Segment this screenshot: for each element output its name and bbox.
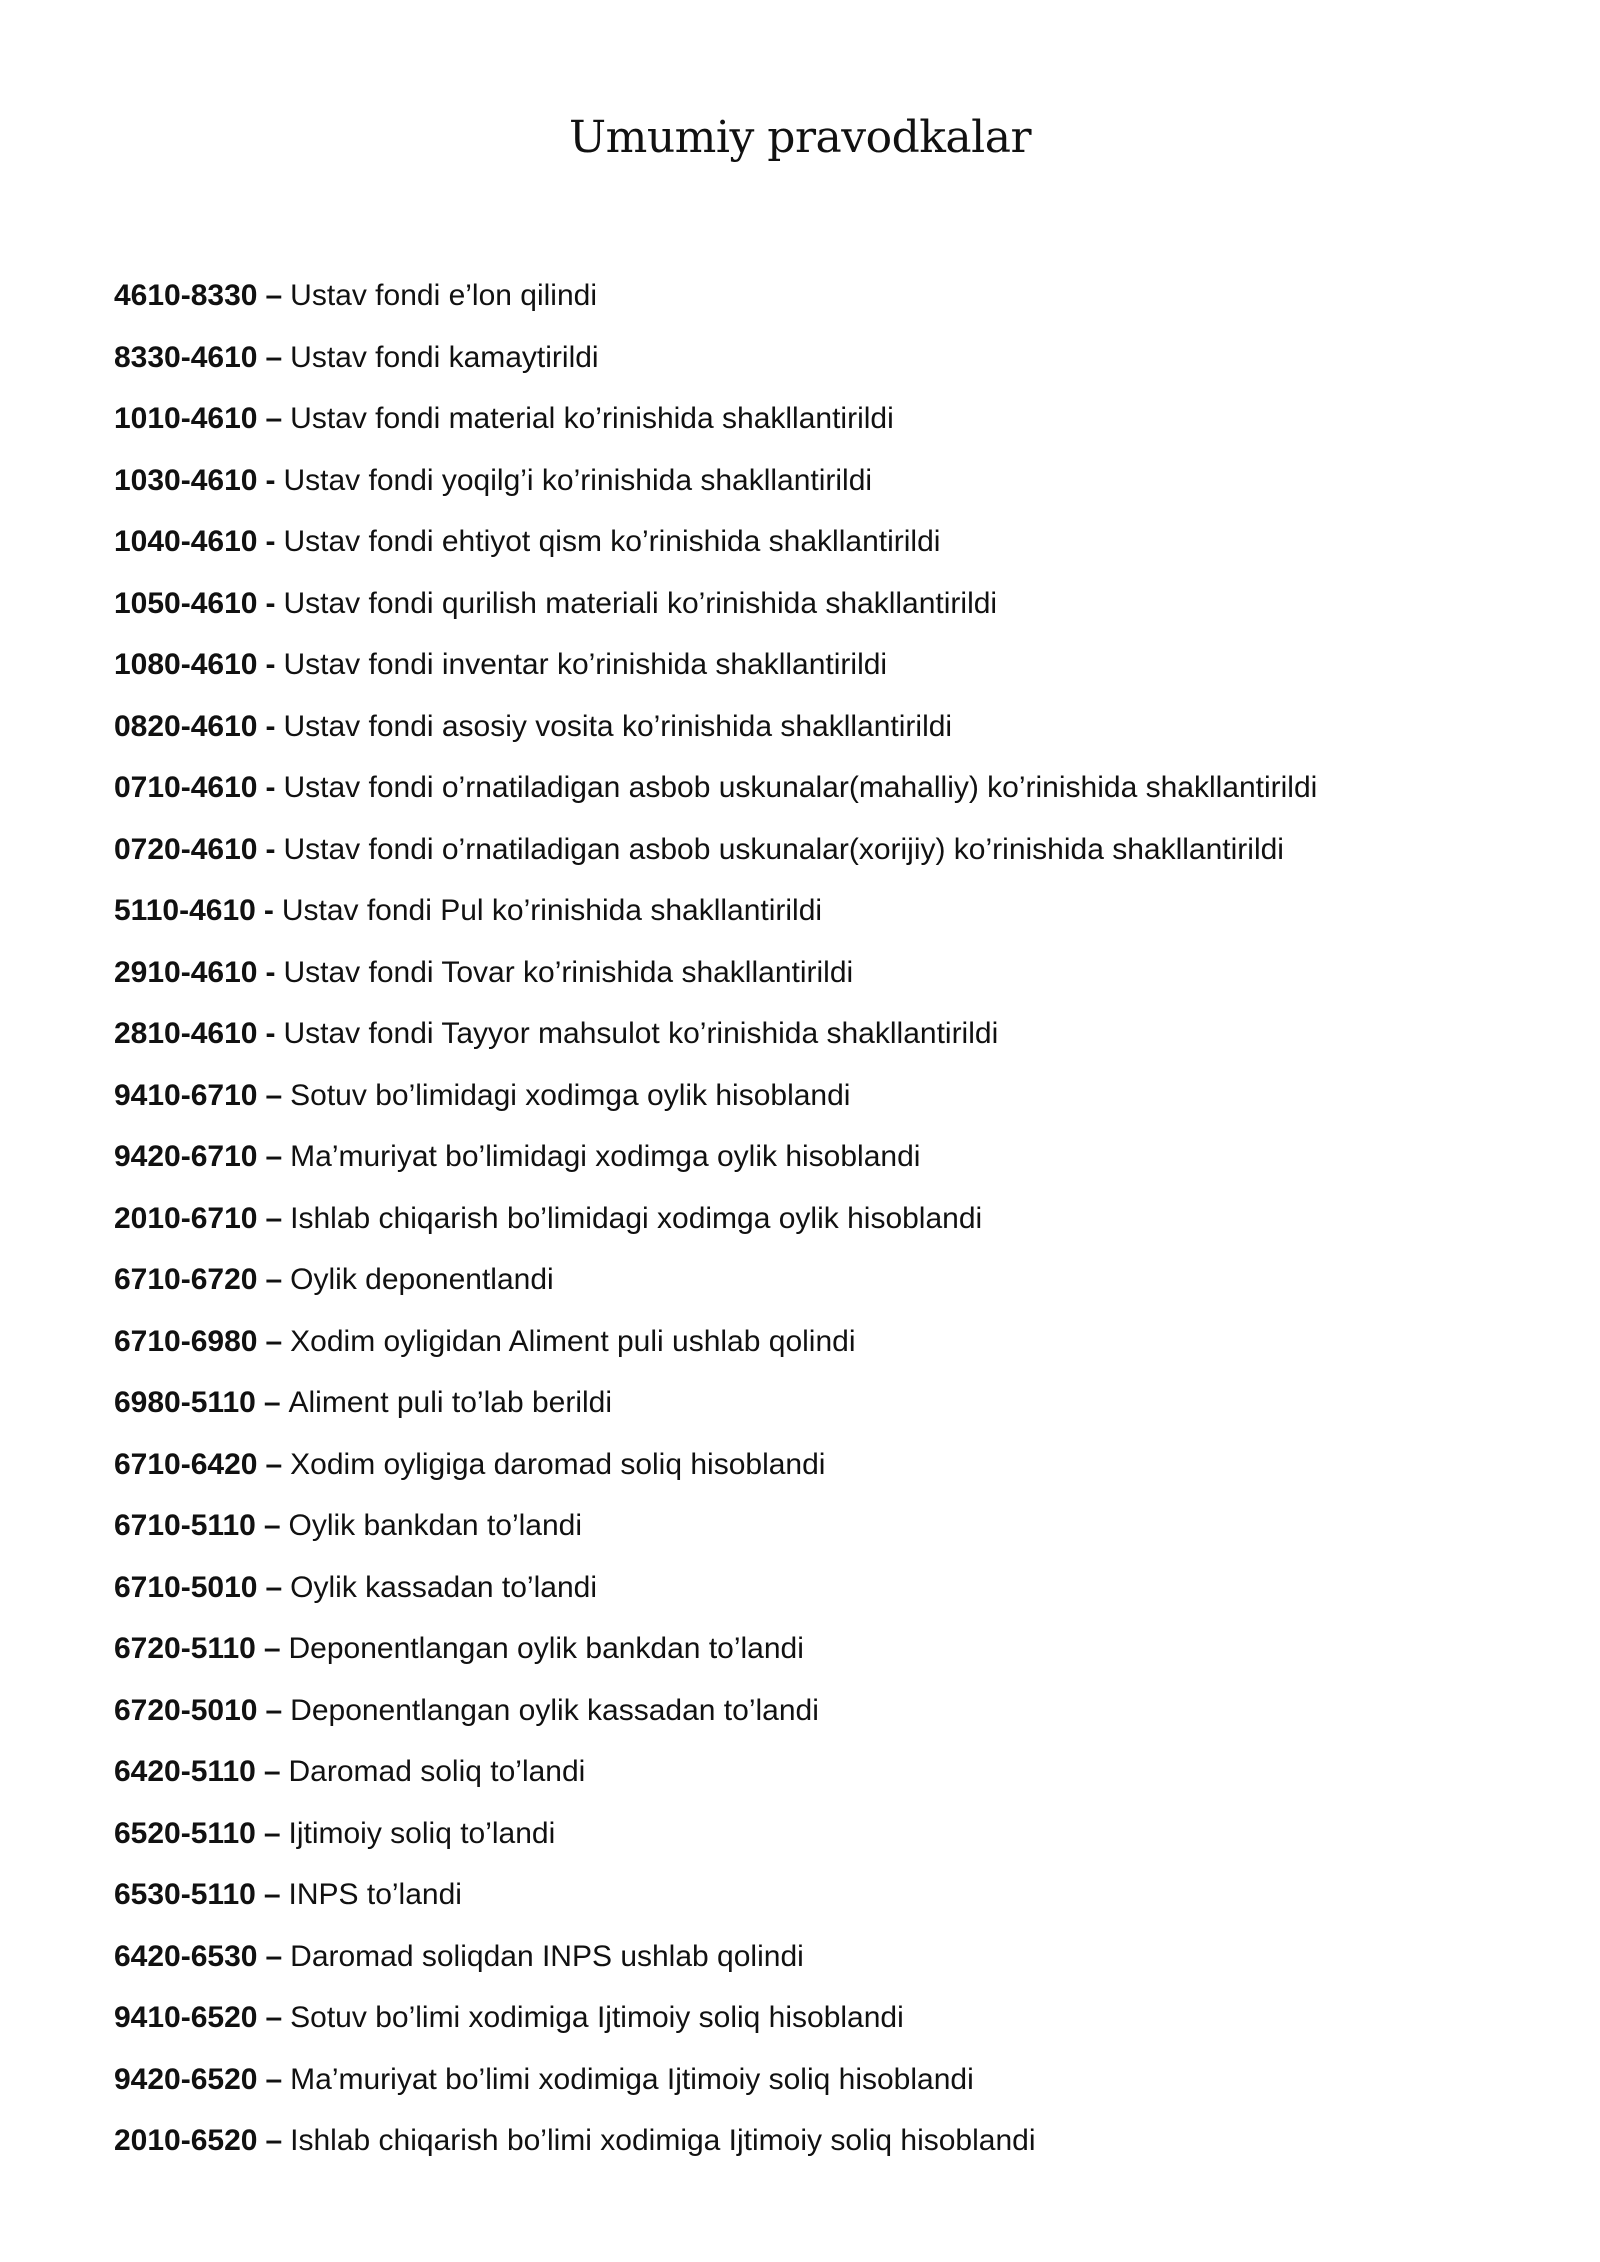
entry-code: 6720-5010 (114, 1693, 258, 1727)
entry-separator: - (265, 586, 276, 620)
entry-code: 1010-4610 (114, 402, 258, 435)
entry-description: Ishlab chiqarish bo’limidagi xodimga oylik hisoblandi (290, 1201, 983, 1235)
entry-description: Ustav fondi e’lon qilindi (290, 279, 597, 312)
entry-code: 2010-6520 (114, 2124, 258, 2157)
list-item (114, 1260, 1554, 1322)
entry-description: Sotuv bo’limidagi xodimga oylik hisoblandi (290, 1078, 851, 1112)
entry-code: 8330-4610 (114, 340, 258, 374)
entry-description: Deponentlangan oylik bankdan to’landi (288, 1632, 804, 1665)
entry-description: Oylik deponentlandi (290, 1263, 554, 1296)
entry-separator: – (265, 2001, 283, 2034)
entry-separator: – (265, 2124, 283, 2157)
list-item (114, 1998, 1554, 2060)
list-item (114, 645, 1554, 707)
entry-separator: – (265, 1140, 283, 1173)
entry-description: Ustav fondi Tayyor mahsulot ko’rinishida shakllantirildi (283, 1017, 999, 1050)
entry-separator: – (265, 1324, 283, 1358)
entry-code: 2910-4610 (114, 955, 258, 989)
entry-code: 6420-5110 (114, 1755, 256, 1788)
entry-separator: - (265, 709, 276, 743)
list-item (114, 1076, 1554, 1138)
entry-separator: - (265, 832, 276, 866)
entry-description: Xodim oyligidan Aliment puli ushlab qolindi (290, 1324, 856, 1358)
entry-code: 6420-6530 (114, 1939, 258, 1973)
list-item (114, 1691, 1554, 1753)
list-item (114, 707, 1554, 769)
entry-code: 6720-5110 (114, 1632, 256, 1665)
list-item (114, 953, 1554, 1015)
entry-code: 6710-6980 (114, 1324, 258, 1358)
entry-code: 0710-4610 (114, 771, 258, 804)
list-item (114, 2060, 1554, 2122)
list-item (114, 461, 1554, 523)
entry-code: 9410-6520 (114, 2001, 258, 2034)
entry-description: Deponentlangan oylik kassadan to’landi (290, 1693, 819, 1727)
entry-separator: – (263, 1509, 281, 1542)
entry-description: Sotuv bo’limi xodimiga Ijtimoiy soliq hisoblandi (290, 2001, 904, 2034)
entry-separator: - (265, 771, 276, 804)
list-item (114, 1875, 1554, 1937)
entry-description: Ustav fondi o’rnatiladigan asbob uskunalar(mahalliy) ko’rinishida shakllantirildi (283, 771, 1318, 804)
entry-code: 9420-6710 (114, 1140, 258, 1173)
list-item (114, 584, 1554, 646)
entry-code: 2810-4610 (114, 1017, 258, 1050)
entry-code: 0720-4610 (114, 832, 258, 866)
entry-description: Ustav fondi Tovar ko’rinishida shakllantirildi (283, 955, 854, 989)
entry-description: Daromad soliqdan INPS ushlab qolindi (290, 1939, 804, 1973)
entry-description: Ustav fondi o’rnatiladigan asbob uskunalar(xorijiy) ko’rinishida shakllantirildi (283, 832, 1284, 866)
entry-separator: - (263, 894, 274, 927)
entry-description: Ustav fondi kamaytirildi (290, 340, 599, 374)
entry-code: 0820-4610 (114, 709, 258, 743)
entry-separator: – (265, 1693, 283, 1727)
list-item (114, 1322, 1554, 1384)
entry-code: 6530-5110 (114, 1878, 256, 1911)
list-item (114, 338, 1554, 400)
entry-description: Ustav fondi Pul ko’rinishida shakllantirildi (281, 894, 823, 927)
entry-description: Ma’muriyat bo’limi xodimiga Ijtimoiy soliq hisoblandi (290, 2062, 974, 2096)
list-item (114, 1814, 1554, 1876)
list-item (114, 1629, 1554, 1691)
entry-code: 6710-6720 (114, 1263, 258, 1296)
entry-description: Aliment puli to’lab berildi (288, 1386, 612, 1419)
entry-separator: - (265, 955, 276, 989)
entry-separator: – (265, 2062, 283, 2096)
entry-description: Ustav fondi inventar ko’rinishida shakllantirildi (283, 648, 888, 681)
list-item (114, 1506, 1554, 1568)
entry-code: 9410-6710 (114, 1078, 258, 1112)
entry-separator: – (265, 1570, 283, 1604)
entry-separator: - (265, 463, 276, 497)
entry-separator: – (265, 1939, 283, 1973)
entry-description: INPS to’landi (288, 1878, 462, 1911)
entry-separator: – (263, 1816, 281, 1850)
entry-separator: – (265, 340, 283, 374)
entry-separator: – (265, 1263, 283, 1296)
entry-separator: - (265, 525, 276, 558)
entry-separator: - (265, 1017, 276, 1050)
page-title: Umumiy pravodkalar (569, 112, 1031, 163)
entry-description: Ustav fondi material ko’rinishida shakllantirildi (290, 402, 894, 435)
list-item (114, 1199, 1554, 1261)
entry-separator: – (263, 1755, 281, 1788)
list-item (114, 1445, 1554, 1507)
entry-code: 6520-5110 (114, 1816, 256, 1850)
entry-code: 6710-6420 (114, 1447, 258, 1481)
entry-code: 6980-5110 (114, 1386, 256, 1419)
entry-description: Ustav fondi ehtiyot qism ko’rinishida shakllantirildi (283, 525, 941, 558)
entry-separator: - (265, 648, 276, 681)
entry-code: 9420-6520 (114, 2062, 258, 2096)
entry-separator: – (263, 1632, 281, 1665)
list-item (114, 1568, 1554, 1630)
entry-code: 2010-6710 (114, 1201, 258, 1235)
entry-code: 4610-8330 (114, 279, 258, 312)
entry-description: Ustav fondi asosiy vosita ko’rinishida shakllantirildi (283, 709, 953, 743)
entry-description: Ijtimoiy soliq to’landi (288, 1816, 556, 1850)
entry-description: Oylik kassadan to’landi (290, 1570, 597, 1604)
entry-separator: – (263, 1386, 281, 1419)
entry-code: 5110-4610 (114, 894, 256, 927)
list-item (114, 399, 1554, 461)
entry-separator: – (263, 1878, 281, 1911)
list-item (114, 830, 1554, 892)
entry-separator: – (265, 1078, 283, 1112)
entry-list (114, 276, 1554, 2183)
list-item (114, 522, 1554, 584)
list-item (114, 1014, 1554, 1076)
entry-separator: – (265, 402, 283, 435)
list-item (114, 276, 1554, 338)
entry-separator: – (265, 1201, 283, 1235)
entry-description: Xodim oyligiga daromad soliq hisoblandi (290, 1447, 826, 1481)
list-item (114, 1937, 1554, 1999)
entry-code: 1080-4610 (114, 648, 258, 681)
entry-separator: – (265, 1447, 283, 1481)
list-item (114, 1752, 1554, 1814)
entry-description: Daromad soliq to’landi (288, 1755, 586, 1788)
entry-code: 6710-5110 (114, 1509, 256, 1542)
entry-code: 1040-4610 (114, 525, 258, 558)
list-item (114, 768, 1554, 830)
list-item (114, 1383, 1554, 1445)
entry-description: Oylik bankdan to’landi (288, 1509, 583, 1542)
list-item (114, 891, 1554, 953)
entry-separator: – (265, 279, 283, 312)
entry-code: 1050-4610 (114, 586, 258, 620)
entry-description: Ma’muriyat bo’limidagi xodimga oylik hisoblandi (290, 1140, 921, 1173)
entry-description: Ustav fondi qurilish materiali ko’rinishida shakllantirildi (283, 586, 998, 620)
entry-code: 1030-4610 (114, 463, 258, 497)
entry-code: 6710-5010 (114, 1570, 258, 1604)
list-item (114, 1137, 1554, 1199)
entry-description: Ishlab chiqarish bo’limi xodimiga Ijtimoiy soliq hisoblandi (290, 2124, 1036, 2157)
list-item (114, 2121, 1554, 2183)
entry-description: Ustav fondi yoqilg’i ko’rinishida shakllantirildi (283, 463, 873, 497)
